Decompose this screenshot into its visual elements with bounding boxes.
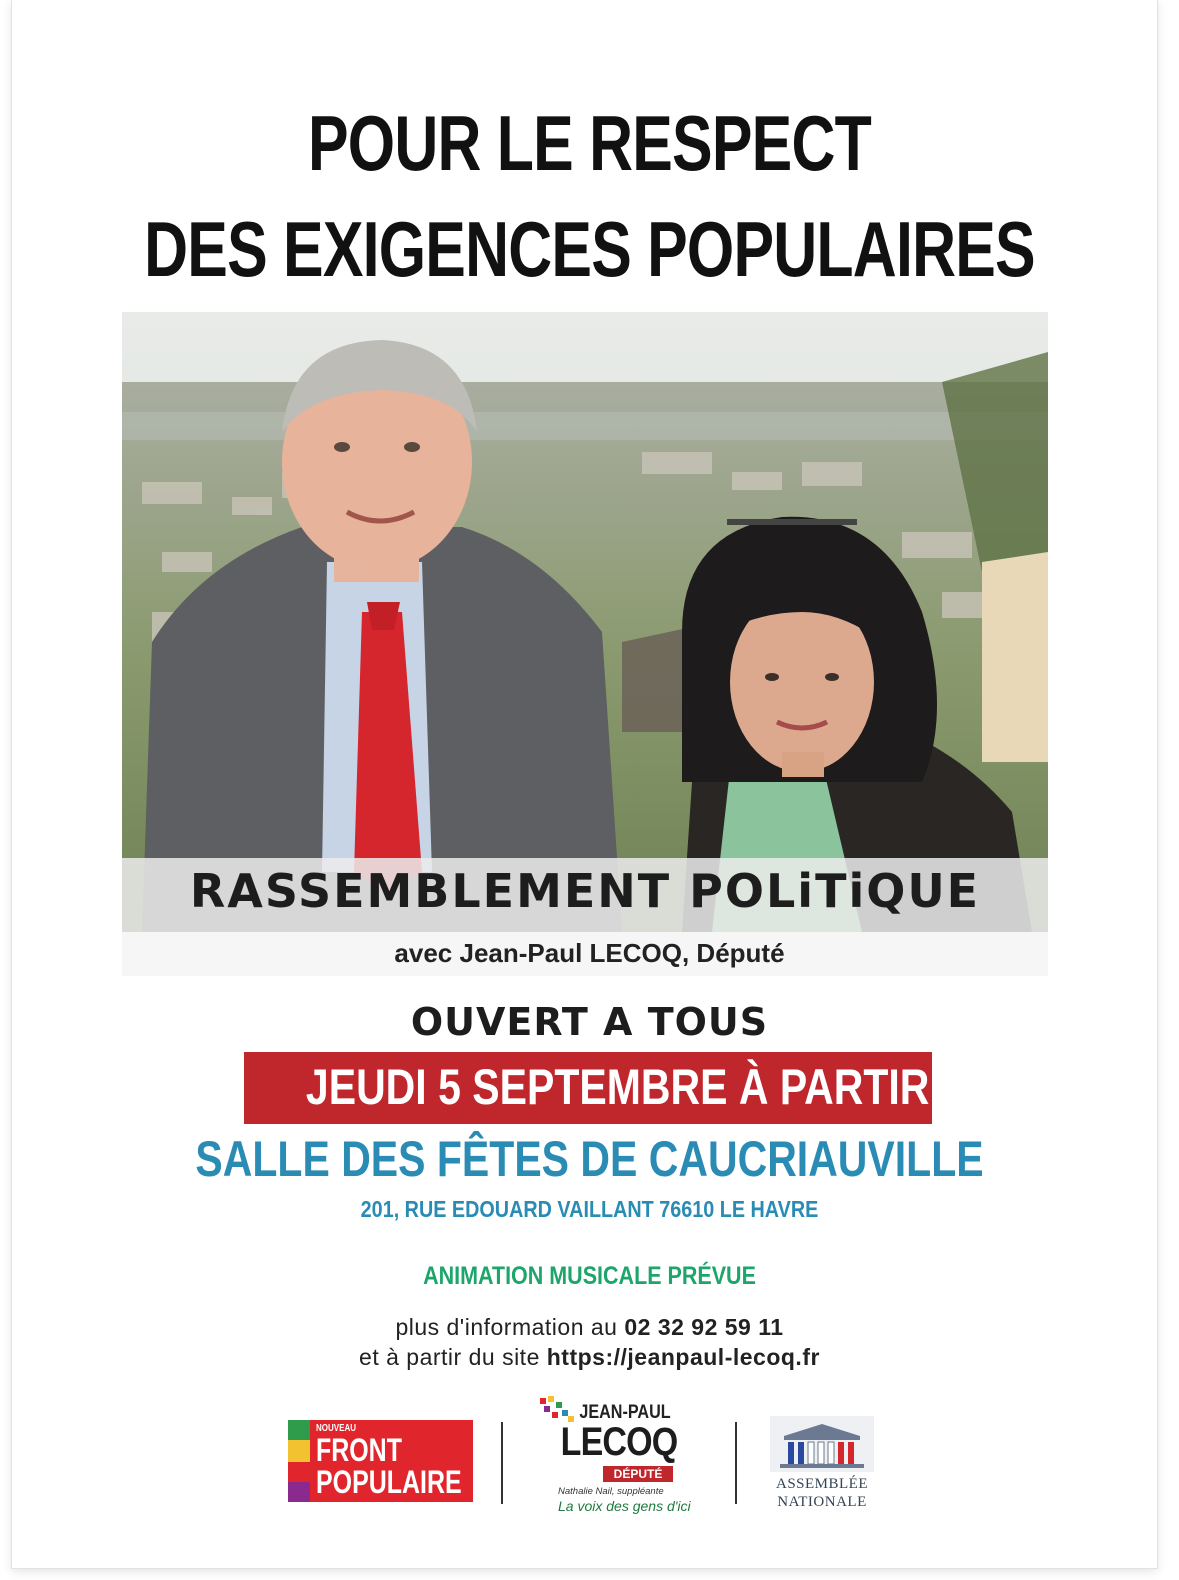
nfp-logo bbox=[288, 1420, 473, 1502]
event-venue: SALLE DES FÊTES DE CAUCRIAUVILLE bbox=[195, 1131, 984, 1187]
assembly-line-2: NATIONALE bbox=[777, 1494, 867, 1510]
nfp-small-label: NOUVEAU bbox=[316, 1423, 357, 1434]
candidates-photo bbox=[122, 312, 1048, 932]
assembly-building-icon bbox=[766, 1416, 878, 1474]
logo-separator bbox=[501, 1422, 503, 1504]
nfp-line-1: FRONT bbox=[316, 1432, 402, 1468]
logo-separator bbox=[735, 1422, 737, 1504]
nfp-color-stripes bbox=[288, 1420, 310, 1502]
event-date bbox=[305, 1058, 1071, 1116]
headline-line-1: POUR LE RESPECT bbox=[308, 99, 871, 187]
lecoq-first-name: JEAN-PAUL bbox=[579, 1402, 671, 1423]
logo-row bbox=[0, 1392, 1179, 1532]
date-middle: SEPTEMBRE À PARTIR DE 18 bbox=[460, 1059, 1055, 1115]
date-hour-suffix: H bbox=[1054, 1058, 1071, 1088]
banner-title: RASSEMBLEMENT POLiTiQUE bbox=[189, 864, 981, 918]
lecoq-role-badge: DÉPUTÉ bbox=[603, 1466, 673, 1482]
event-address: 201, RUE EDOUARD VAILLANT 76610 LE HAVRE bbox=[360, 1196, 819, 1222]
phone-number: 02 32 92 59 11 bbox=[624, 1314, 784, 1340]
info-phone-line bbox=[0, 1314, 1179, 1341]
music-note: ANIMATION MUSICALE PRÉVUE bbox=[423, 1262, 756, 1290]
date-day: 5 bbox=[438, 1059, 461, 1115]
date-prefix: JEUDI bbox=[305, 1059, 439, 1115]
website-link[interactable]: https://jeanpaul-lecoq.fr bbox=[546, 1344, 820, 1370]
lecoq-last-name: LECOQ bbox=[560, 1420, 678, 1464]
info-phone-text: plus d'information au bbox=[395, 1314, 625, 1340]
nfp-line-2: POPULAIRE bbox=[316, 1464, 462, 1500]
info-website-text: et à partir du site bbox=[359, 1344, 547, 1370]
lecoq-logo bbox=[530, 1394, 710, 1524]
info-website-line bbox=[0, 1344, 1179, 1371]
lecoq-slogan: La voix des gens d'ici bbox=[558, 1498, 691, 1514]
assemblee-nationale-logo bbox=[766, 1416, 878, 1516]
banner-subtitle: avec Jean-Paul LECOQ, Député bbox=[394, 938, 785, 968]
headline-line-2: DES EXIGENCES POPULAIRES bbox=[144, 205, 1035, 293]
lecoq-substitute: Nathalie Nail, suppléante bbox=[558, 1486, 664, 1497]
assembly-line-1: ASSEMBLÉE bbox=[775, 1476, 868, 1492]
open-to-all-label: OUVERT A TOUS bbox=[410, 1000, 769, 1044]
